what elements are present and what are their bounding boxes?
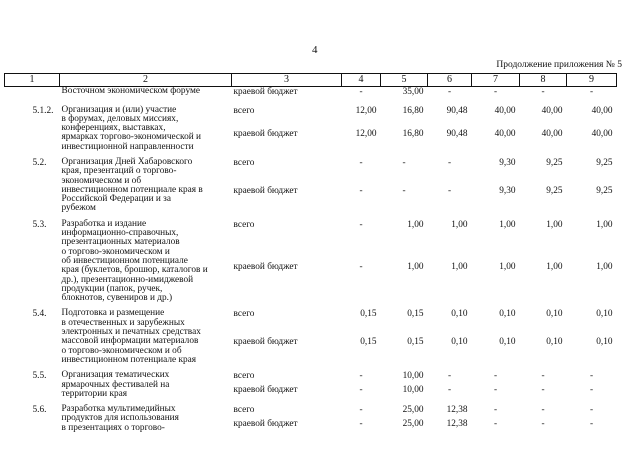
value-cell: 12,38 — [446, 419, 468, 430]
item-number: 5.5. — [32, 371, 47, 382]
column-header-6: 6 — [428, 74, 472, 87]
value-cell: 40,00 — [591, 105, 613, 116]
value-cell: 0,15 — [407, 309, 424, 320]
value-cell: - — [447, 185, 452, 196]
value-cell: 9,25 — [546, 185, 563, 196]
value-cell: - — [359, 261, 363, 272]
value-cell: - — [447, 385, 452, 396]
page-number: 4 — [312, 44, 318, 56]
value-cell: 40,00 — [591, 128, 613, 139]
value-cell: - — [359, 87, 363, 97]
value-cell: 0,10 — [499, 337, 516, 348]
column-header-1: 1 — [5, 74, 60, 87]
value-cell: - — [359, 385, 363, 396]
value-cell: - — [359, 157, 363, 168]
appendix-label: Продолжение приложения № 5 — [496, 60, 622, 70]
value-cell: - — [359, 185, 363, 196]
item-title: Организация Дней Хабаровского края, презентаций о торгово- экономическом и об инвестиционном потенциале края в Российской Федерации и за рубежом — [61, 156, 203, 214]
value-cell: 25,00 — [402, 405, 424, 416]
value-cell: - — [541, 405, 545, 416]
item-number: 5.6. — [32, 405, 47, 416]
column-header-8: 8 — [520, 74, 567, 87]
item-title: Восточном экономическом форуме — [61, 86, 200, 96]
value-cell: 90,48 — [446, 105, 468, 116]
value-cell: 0,15 — [360, 309, 377, 320]
value-cell: - — [493, 419, 498, 430]
value-cell: - — [493, 87, 498, 97]
header-row — [5, 74, 617, 87]
value-cell: - — [359, 405, 363, 416]
item-title: Организация тематических ярмарочных фестивалей на территории края — [61, 370, 170, 399]
funding-source: всего — [233, 105, 255, 116]
value-cell: 1,00 — [499, 219, 516, 230]
value-cell: - — [541, 419, 545, 430]
table-row — [5, 158, 617, 186]
budget-table — [4, 73, 617, 439]
value-cell: 10,00 — [402, 385, 424, 396]
value-cell: 9,30 — [499, 185, 516, 196]
value-cell: - — [493, 385, 498, 396]
value-cell: 12,00 — [355, 105, 377, 116]
table-row — [5, 220, 617, 262]
item-number: 5.4. — [32, 309, 47, 320]
value-cell: 0,10 — [546, 309, 563, 320]
item-title: Подготовка и размещение в отечественных и зарубежных электронных и печатных средствах массовой информации материалов о торгово-экономическом и об инвестиционном потенциале края — [61, 308, 201, 365]
funding-source: краевой бюджет — [233, 87, 298, 97]
value-cell: 12,38 — [446, 405, 468, 416]
value-cell: 1,00 — [546, 219, 563, 230]
value-cell: - — [589, 385, 594, 396]
value-cell: - — [447, 371, 452, 382]
column-header-5: 5 — [381, 74, 428, 87]
value-cell: 9,25 — [596, 157, 613, 168]
value-cell: - — [589, 371, 594, 382]
value-cell: 0,10 — [596, 337, 613, 348]
value-cell: 1,00 — [546, 261, 563, 272]
value-cell: 1,00 — [407, 219, 424, 230]
funding-source: краевой бюджет — [233, 337, 298, 348]
value-cell: 0,10 — [451, 337, 468, 348]
funding-source: краевой бюджет — [233, 128, 298, 139]
table-row — [5, 309, 617, 337]
value-cell: - — [589, 405, 594, 416]
value-cell: 9,25 — [546, 157, 563, 168]
value-cell: 1,00 — [596, 261, 613, 272]
item-number: 5.1.2. — [32, 105, 54, 116]
value-cell: 0,10 — [499, 309, 516, 320]
value-cell: 40,00 — [494, 128, 516, 139]
value-cell: 1,00 — [407, 261, 424, 272]
table-row — [5, 405, 617, 419]
value-cell: - — [541, 385, 545, 396]
funding-source: всего — [233, 405, 255, 416]
value-cell: 1,00 — [451, 219, 468, 230]
value-cell: 1,00 — [499, 261, 516, 272]
spacer-cell — [5, 433, 617, 439]
item-title: Разработка мультимедийных продуктов для использования в презентациях о торгово- — [61, 404, 179, 433]
item-number: 5.3. — [32, 219, 47, 230]
value-cell: - — [589, 419, 594, 430]
table-row — [5, 106, 617, 129]
value-cell: 0,10 — [546, 337, 563, 348]
value-cell: 12,00 — [355, 128, 377, 139]
value-cell: 25,00 — [402, 419, 424, 430]
item-title: Организация и (или) участие в форумах, деловых миссиях, конференциях, выставках, ярмарках торгово-экономической и инвестиционной направленности — [61, 104, 202, 152]
column-header-3: 3 — [232, 74, 342, 87]
value-cell: 40,00 — [541, 105, 563, 116]
column-header-9: 9 — [567, 74, 617, 87]
item-number: 5.2. — [32, 157, 47, 168]
value-cell: 35,00 — [402, 87, 424, 97]
value-cell: 10,00 — [402, 371, 424, 382]
value-cell: - — [493, 371, 498, 382]
value-cell: 1,00 — [596, 219, 613, 230]
value-cell: - — [359, 371, 363, 382]
value-cell: 40,00 — [541, 128, 563, 139]
value-cell: - — [359, 219, 363, 230]
value-cell: - — [493, 405, 498, 416]
value-cell: - — [447, 87, 452, 97]
column-header-4: 4 — [342, 74, 381, 87]
value-cell: - — [541, 87, 545, 97]
value-cell: - — [541, 371, 545, 382]
value-cell: 16,80 — [402, 105, 424, 116]
funding-source: всего — [233, 309, 255, 320]
value-cell: - — [402, 157, 406, 168]
column-header-2: 2 — [60, 74, 232, 87]
value-cell: 0,10 — [451, 309, 468, 320]
item-title: Разработка и издание информационно-справочных, презентационных материалов о торгово-экономическом и об инвестиционном потенциале края (буклетов, брошюр, каталогов и др.), презентационно-имиджевой продукции (папок, ручек, блокнотов, сувениров и др.) — [61, 218, 208, 304]
funding-source: краевой бюджет — [233, 261, 298, 272]
value-cell: 40,00 — [494, 105, 516, 116]
value-cell: 0,10 — [596, 309, 613, 320]
funding-source: всего — [233, 371, 255, 382]
funding-source: краевой бюджет — [233, 385, 298, 396]
value-cell: 9,25 — [596, 185, 613, 196]
value-cell: 0,15 — [360, 337, 377, 348]
funding-source: краевой бюджет — [233, 185, 298, 196]
value-cell: 9,30 — [499, 157, 516, 168]
value-cell: - — [589, 87, 594, 97]
value-cell: - — [447, 157, 452, 168]
item-number — [5, 87, 60, 100]
value-cell: 0,15 — [407, 337, 424, 348]
table-row — [5, 87, 617, 100]
value-cell: - — [402, 185, 406, 196]
value-cell: 1,00 — [451, 261, 468, 272]
table-body — [5, 87, 617, 440]
funding-source: всего — [233, 219, 255, 230]
value-cell: 90,48 — [446, 128, 468, 139]
value-cell: - — [359, 419, 363, 430]
funding-source: всего — [233, 157, 255, 168]
column-header-7: 7 — [472, 74, 520, 87]
value-cell: 16,80 — [402, 128, 424, 139]
funding-source: краевой бюджет — [233, 419, 298, 430]
row-spacer — [5, 433, 617, 439]
table-row — [5, 371, 617, 385]
